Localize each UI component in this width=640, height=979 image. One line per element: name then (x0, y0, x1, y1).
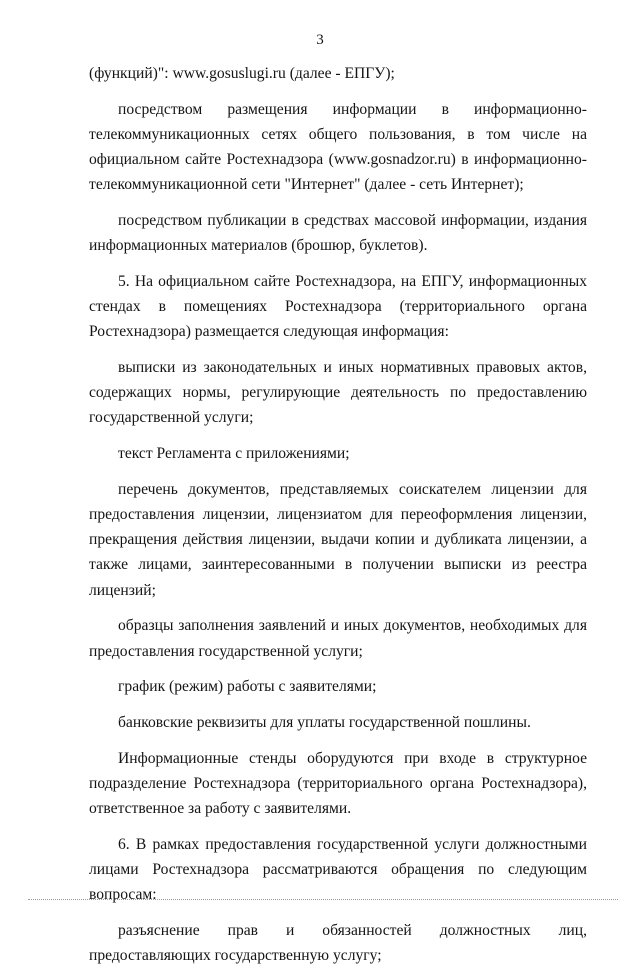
document-body (89, 61, 587, 979)
paragraph-legal-extracts: выписки из законодательных и иных нормативных правовых актов, содержащих нормы, регулирующие деятельность по предоставлению государственной услуги; (89, 359, 587, 427)
paragraph-regulation-text: текст Регламента с приложениями; (118, 445, 350, 463)
page-number: 3 (316, 32, 324, 48)
page-bottom-edge (28, 899, 618, 900)
paragraph-continuation: (функций)": www.gosuslugi.ru (далее - ЕПГУ); (89, 65, 395, 82)
paragraph-info-stands: Информационные стенды оборудуются при входе в структурное подразделение Ростехнадзора (территориального органа Ростехнадзора), ответственное за работу с заявителями. (89, 749, 587, 818)
paragraph-item-6: 6. В рамках предоставления государственной услуги должностными лицами Ростехнадзора рассматриваются обращения по следующим вопросам: (89, 835, 587, 904)
paragraph-rights-clarification: разъяснение прав и обязанностей должностных лиц, предоставляющих государственную услугу; (89, 921, 587, 965)
paragraph-item-5: 5. На официальном сайте Ростехнадзора, на ЕПГУ, информационных стендах в помещениях Ростехнадзора (территориального органа Ростехнадзора) размещается следующая информация: (89, 272, 587, 341)
paragraph-mass-media: посредством публикации в средствах массовой информации, издания информационных материалов (брошюр, буклетов). (89, 212, 587, 255)
paragraph-schedule: график (режим) работы с заявителями; (118, 678, 377, 696)
paragraph-sample-forms: образцы заполнения заявлений и иных документов, необходимых для предоставления государственной услуги; (89, 617, 587, 660)
paragraph-bank-details: банковские реквизиты для уплаты государственной пошлины. (118, 713, 531, 731)
paragraph-internet-placement: посредством размещения информации в информационно-телекоммуникационных сетях общего пользования, в том числе на официальном сайте Ростехнадзора (www.gosnadzor.ru) в информационно-телекоммуникационной сети "Интернет" (далее - сеть Интернет); (89, 100, 587, 194)
paragraph-document-list: перечень документов, представляемых соискателем лицензии для предоставления лицензии, лицензиатом для переоформления лицензии, прекращения действия лицензии, выдачи копии и дубликата лицензии, а также лицами, заинтересованными в получении выписки из реестра лицензий; (89, 480, 587, 599)
